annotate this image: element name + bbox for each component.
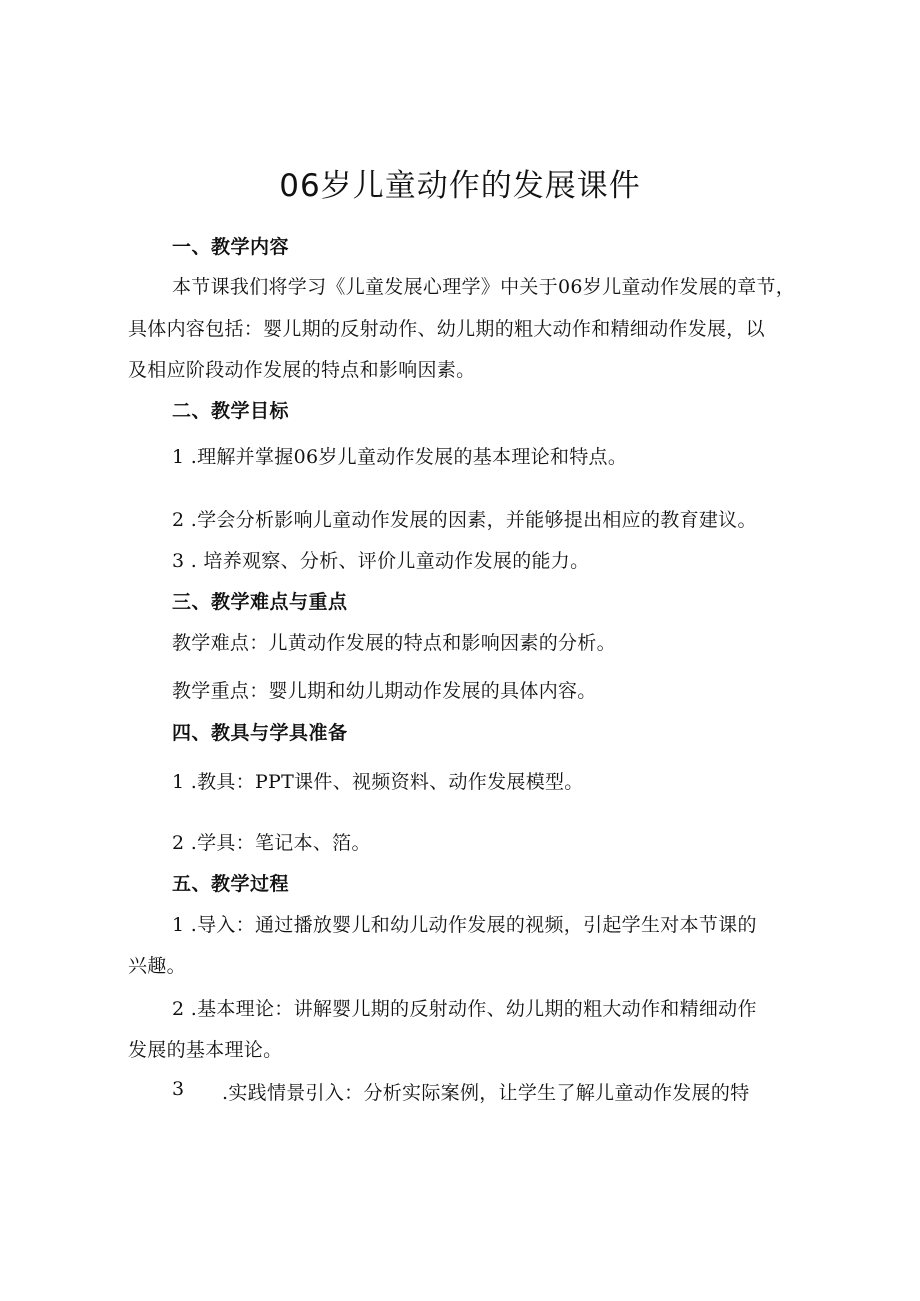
section-heading-content: 一、教学内容 xyxy=(172,236,290,258)
section-heading-materials: 四、教具与学具准备 xyxy=(172,722,348,744)
list-item: 2 .学会分析影响儿童动作发展的因素，并能够提出相应的教育建议。 xyxy=(172,509,757,531)
paragraph-line: 兴趣。 xyxy=(128,955,186,977)
list-item: 1 .理解并掌握06岁儿童动作发展的基本理论和特点。 xyxy=(172,446,628,468)
list-item: 1 .教具：PPT课件、视频资料、动作发展模型。 xyxy=(172,771,584,793)
list-item: 3 . 培养观察、分析、评价儿童动作发展的能力。 xyxy=(172,550,590,572)
section-heading-objectives: 二、教学目标 xyxy=(172,400,290,422)
paragraph-line: 本节课我们将学习《儿童发展心理学》中关于06岁儿童动作发展的章节， xyxy=(172,276,796,298)
paragraph-line: 发展的基本理论。 xyxy=(128,1039,283,1061)
section-heading-key-points: 三、教学难点与重点 xyxy=(172,591,348,613)
section-heading-process: 五、教学过程 xyxy=(172,873,290,895)
document-title: 06岁儿童动作的发展课件 xyxy=(279,168,641,204)
list-item-number: 3 xyxy=(172,1078,185,1100)
paragraph-line: 及相应阶段动作发展的特点和影响因素。 xyxy=(128,359,476,381)
paragraph-line: 教学难点：儿黄动作发展的特点和影响因素的分析。 xyxy=(172,632,616,654)
list-item: 2 .基本理论：讲解婴儿期的反射动作、幼儿期的粗大动作和精细动作 xyxy=(172,998,757,1020)
paragraph-line: 教学重点：婴儿期和幼儿期动作发展的具体内容。 xyxy=(172,680,597,702)
list-item: 2 .学具：笔记本、箔。 xyxy=(172,832,371,854)
list-item: 1 .导入：通过播放婴儿和幼儿动作发展的视频，引起学生对本节课的 xyxy=(172,914,757,936)
paragraph-line: 具体内容包括：婴儿期的反射动作、幼儿期的粗大动作和精细动作发展，以 xyxy=(128,318,765,340)
list-item: .实践情景引入：分析实际案例，让学生了解儿童动作发展的特 xyxy=(222,1082,750,1104)
